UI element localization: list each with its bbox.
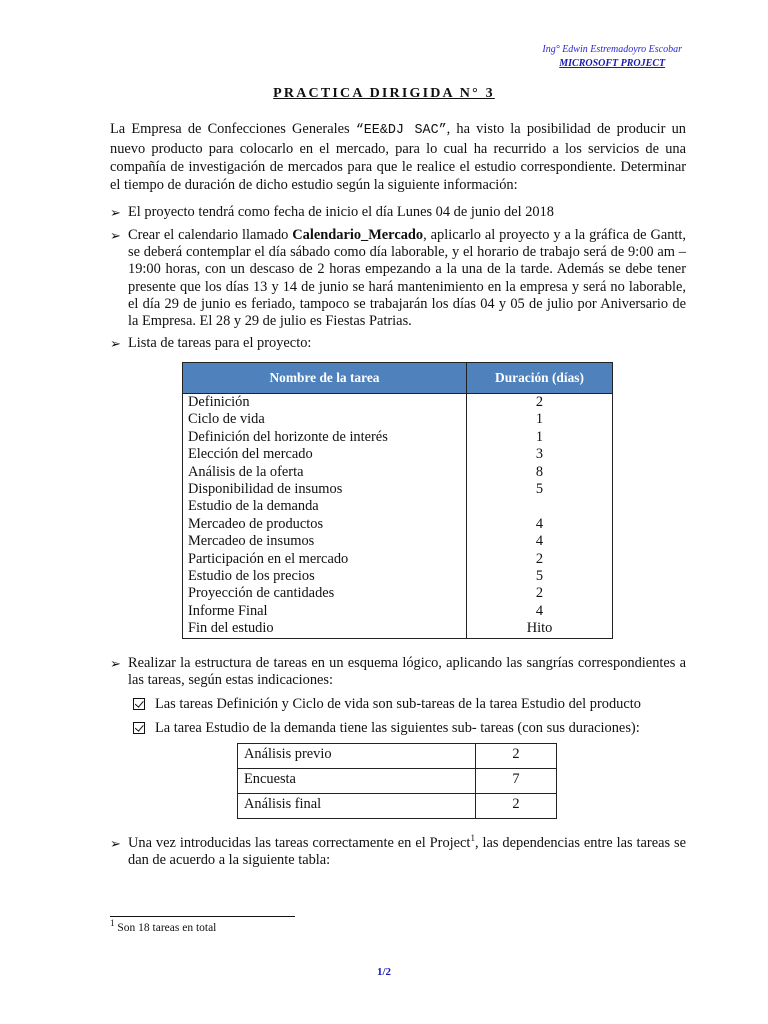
dependencies-text-pre: Una vez introducidas las tareas correctamente en el Project (128, 835, 471, 851)
header-author: Ing° Edwin Estremadoyro Escobar (542, 44, 682, 55)
header-course: MICROSOFT PROJECT (559, 58, 666, 69)
subtask-name: Análisis final (238, 794, 476, 819)
task-duration: Hito (467, 620, 613, 638)
bullet-start-text: El proyecto tendrá como fecha de inicio el día Lunes 04 de junio del 2018 (128, 204, 554, 220)
arrow-bullet-icon: ➢ (110, 336, 121, 351)
footnote-divider (110, 916, 295, 917)
task-duration: 8 (467, 464, 613, 481)
table-row (183, 568, 613, 585)
table-row (183, 464, 613, 481)
table-row (183, 551, 613, 568)
calendar-text-pre: Crear el calendario llamado (128, 227, 293, 243)
task-duration: 4 (467, 533, 613, 550)
bullet-structure (110, 655, 686, 689)
task-name: Informe Final (183, 603, 467, 620)
task-name: Mercadeo de productos (183, 516, 467, 533)
task-duration: 1 (467, 411, 613, 428)
checkbox-checked-icon (133, 698, 145, 710)
check-item-second (133, 719, 686, 737)
footnote-ref: 1 (470, 833, 475, 844)
page-header (542, 43, 682, 71)
task-duration: 4 (467, 603, 613, 620)
table-row (183, 516, 613, 533)
subtask-duration: 2 (476, 744, 557, 769)
header-duration: Duración (días) (467, 363, 613, 394)
footnote-text: Son 18 tareas en total (114, 922, 217, 934)
arrow-bullet-icon: ➢ (110, 228, 121, 243)
table-row (183, 481, 613, 498)
task-duration: 1 (467, 429, 613, 446)
task-name: Participación en el mercado (183, 551, 467, 568)
table-row (183, 620, 613, 638)
task-duration: 2 (467, 394, 613, 412)
check-item-first (133, 695, 686, 713)
arrow-bullet-icon: ➢ (110, 205, 121, 220)
intro-text-1: La Empresa de Confecciones Generales (110, 121, 356, 137)
table-row (183, 411, 613, 428)
check-first-text: Las tareas Definición y Ciclo de vida son sub-tareas de la tarea Estudio del producto (155, 696, 641, 712)
task-name: Mercadeo de insumos (183, 533, 467, 550)
task-name: Elección del mercado (183, 446, 467, 463)
task-name: Estudio de la demanda (183, 498, 467, 515)
footnote (110, 918, 217, 934)
task-name: Definición (183, 394, 467, 412)
intro-paragraph (110, 120, 686, 194)
task-duration: 3 (467, 446, 613, 463)
table-row (183, 446, 613, 463)
bullet-dependencies (110, 835, 686, 869)
subtask-duration: 2 (476, 794, 557, 819)
intro-text-2: , ha visto la posibilidad de producir un nuevo producto para colocarlo en el mercado, para lo cual ha recurrido a los servicios de una compañía de investigación de mercados para que le realice el estudio correspondiente. Determinar el tiempo de duración de dicho estudio según la siguiente información: (110, 121, 686, 193)
arrow-bullet-icon: ➢ (110, 836, 121, 851)
table-row (183, 429, 613, 446)
page-title: PRACTICA DIRIGIDA N° 3 (273, 86, 495, 101)
company-name: “EE&DJ SAC” (355, 123, 447, 138)
task-name: Proyección de cantidades (183, 585, 467, 602)
task-duration: 4 (467, 516, 613, 533)
checkbox-checked-icon (133, 722, 145, 734)
task-duration: 2 (467, 585, 613, 602)
bullet-dependencies-text (128, 835, 686, 869)
task-name: Definición del horizonte de interés (183, 429, 467, 446)
task-name: Fin del estudio (183, 620, 467, 638)
bullet-structure-text: Realizar la estructura de tareas en un esquema lógico, aplicando las sangrías correspondientes a las tareas, según estas indicaciones: (128, 655, 686, 689)
dependencies-text-post: , las dependencias entre las tareas se dan de acuerdo a la siguiente tabla: (128, 835, 687, 869)
table-row (183, 585, 613, 602)
task-duration: 5 (467, 481, 613, 498)
task-name: Ciclo de vida (183, 411, 467, 428)
page-number: 1/2 (376, 966, 392, 978)
subtask-name: Análisis previo (238, 744, 476, 769)
table-row (238, 769, 557, 794)
table-row (238, 794, 557, 819)
bullet-task-list-text: Lista de tareas para el proyecto: (128, 335, 312, 351)
tasks-table-header (183, 363, 613, 394)
table-row (183, 533, 613, 550)
table-row (183, 394, 613, 412)
header-task-name: Nombre de la tarea (183, 363, 467, 394)
arrow-bullet-icon: ➢ (110, 656, 121, 671)
footnote-mark: 1 (110, 918, 115, 929)
task-duration: 5 (467, 568, 613, 585)
task-name: Análisis de la oferta (183, 464, 467, 481)
table-row (183, 498, 613, 515)
calendar-name: Calendario_Mercado (292, 227, 424, 243)
check-second-text: La tarea Estudio de la demanda tiene las siguientes sub- tareas (con sus duraciones): (155, 720, 640, 736)
calendar-text-post: , aplicarlo al proyecto y a la gráfica de Gantt, se deberá contemplar el día sábado como día laborable, y el horario de trabajo será de 9:00 am – 19:00 horas, con un descaso de 2 horas empezando a la una de la tarde. Además se debe tener presente que los días 13 y 14 de junio se hará mantenimiento en la empresa y será no laborable, el día 29 de junio es feriado, tampoco se trabajarán los días 04 y 05 de julio por Aniversario de la Empresa. El 28 y 29 de julio es Fiestas Patrias. (128, 227, 687, 330)
bullet-task-list (110, 335, 686, 352)
bullet-calendar-text (128, 227, 686, 330)
subtasks-table (237, 743, 557, 819)
table-row (183, 603, 613, 620)
task-name: Disponibilidad de insumos (183, 481, 467, 498)
task-duration: 2 (467, 551, 613, 568)
table-row (238, 744, 557, 769)
tasks-table (182, 362, 613, 639)
subtask-name: Encuesta (238, 769, 476, 794)
bullet-calendar (110, 227, 686, 330)
subtask-duration: 7 (476, 769, 557, 794)
bullet-start-date (110, 204, 686, 221)
task-duration (467, 498, 613, 515)
task-name: Estudio de los precios (183, 568, 467, 585)
